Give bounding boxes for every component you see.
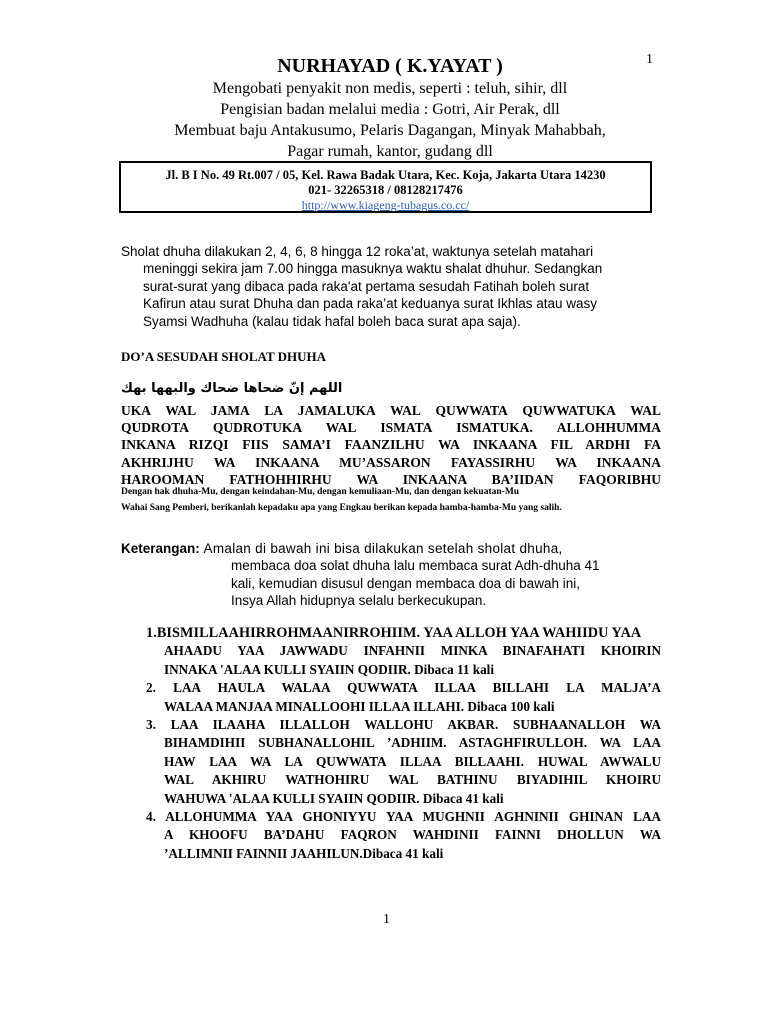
address-box [119,161,652,213]
doa-text [121,402,661,488]
keterangan-paragraph [121,540,661,610]
website-link[interactable]: http://www.kiageng-tubagus.co.cc/ [301,198,470,212]
intro-line: surat-surat yang dibaca pada raka'at pertama sesudah Fatihah boleh surat [143,278,590,294]
intro-paragraph [121,243,661,330]
address-line: Jl. B I No. 49 Rt.007 / 05, Kel. Rawa Badak Utara, Kec. Koja, Jakarta Utara 14230 [165,168,606,182]
doa-line: INKANA RIZQI FIIS SAMA’I FAANZILHU WA INKAANA FIL ARDHI FA [121,437,661,453]
page-number-top: 1 [646,52,653,67]
service-line-2: Pengisian badan melalui media : Gotri, Air Perak, dll [220,101,560,118]
amalan-list [146,624,746,863]
letterhead [110,54,670,162]
list-item-line: ’ALLIMNII FAINNII JAAHILUN.Dibaca 41 kali [164,845,444,861]
doa-line: HAROOMAN FATHOHHIRHU WA INKAANA BA’IIDAN FAQORIBHU [121,471,661,487]
list-item-line: INNAKA 'ALAA KULLI SYAIIN QODIIR. Dibaca 11 kali [164,661,494,677]
translation-line: Dengan hak dhuha-Mu, dengan keindahan-Mu, dengan kemuliaan-Mu, dan dengan kekuatan-Mu [121,487,520,497]
list-item-line: A KHOOFU BA’DAHU FAQRON WAHDINII FAINNI DHOLLUN WA [164,827,661,843]
list-item-title: 1.BISMILLAAHIRROHMAANIRROHIIM. YAA ALLOH YAA WAHIIDU YAA [146,625,642,641]
list-item-title: 3. LAA ILAAHA ILLALLOH WALLOHU AKBAR. SUBHAANALLOH WA [146,717,661,733]
intro-line: meninggi sekira jam 7.00 hingga masuknya waktu shalat dhuhur. Sedangkan [143,261,603,277]
service-line-1: Mengobati penyakit non medis, seperti : teluh, sihir, dll [212,80,568,97]
doa-line: UKA WAL JAMA LA JAMALUKA WAL QUWWATA QUWWATUKA WAL [121,403,661,418]
page-title: NURHAYAD ( K.YAYAT ) [277,55,503,77]
keterangan-line: kali, kemudian disusul dengan membaca doa di bawah ini, [231,575,580,591]
list-item-line: AHAADU YAA JAWWADU INFAHNII MINKA BINAFAHATI KHOIRIN [164,643,661,659]
doa-line: AKHRIJHU WA INKAANA MU’ASSARON FAYASSIRHU WA INKAANA [121,454,661,470]
list-item-line: WALAA MANJAA MINALLOOHI ILLAA ILLAHI. Dibaca 100 kali [164,698,555,714]
keterangan-line: Amalan di bawah ini bisa dilakukan setelah sholat dhuha, [203,541,563,556]
list-item-line: BIHAMDIHII SUBHANALLOHIL ’ADHIIM. ASTAGHFIRULLOH. WA LAA [164,735,661,751]
section-heading: DO’A SESUDAH SHOLAT DHUHA [121,349,327,364]
keterangan-line: Insya Allah hidupnya selalu berkecukupan. [231,593,487,609]
page-number-bottom: 1 [383,912,390,927]
translation-line: Wahai Sang Pemberi, berikanlah kepadaku apa yang Engkau berikan kepada hamba-hamba-Mu yang salih. [121,503,562,513]
service-line-3: Membuat baju Antakusumo, Pelaris Dagangan, Minyak Mahabbah, [174,122,606,139]
list-item-line: WAHUWA 'ALAA KULLI SYAIIN QODIIR. Dibaca 41 kali [164,790,504,806]
intro-line: Kafirun atau surat Dhuha dan pada raka’at keduanya surat Ikhlas atau wasy [143,296,598,312]
doa-line: QUDROTA QUDROTUKA WAL ISMATA ISMATUKA. ALLOHHUMMA [121,420,661,436]
arabic-text: اللهم إنّ ضحاها ضحاك والبهها بهك [121,381,343,396]
keterangan-label: Keterangan: [121,541,200,556]
phone-line: 021- 32265318 / 08128217476 [308,183,463,197]
list-item-line: HAW LAA WA LA QUWWATA ILLAA BILLAAHI. HUWAL AWWALU [164,753,661,769]
list-item-title: 2. LAA HAULA WALAA QUWWATA ILLAA BILLAHI LA MALJA’A [146,680,661,696]
keterangan-line: membaca doa solat dhuha lalu membaca surat Adh-dhuha 41 [231,558,600,574]
list-item-title: 4. ALLOHUMMA YAA GHONIYYU YAA MUGHNII AGHNINII GHINAN LAA [146,809,661,825]
intro-line: Syamsi Wadhuha (kalau tidak hafal boleh baca surat apa saja). [143,313,521,329]
list-item-line: WAL AKHIRU WATHOHIRU WAL BATHINU BIYADIHIL KHOIRU [164,772,661,788]
service-line-4: Pagar rumah, kantor, gudang dll [287,143,493,160]
intro-line: Sholat dhuha dilakukan 2, 4, 6, 8 hingga 12 roka’at, waktunya setelah matahari [121,244,594,259]
